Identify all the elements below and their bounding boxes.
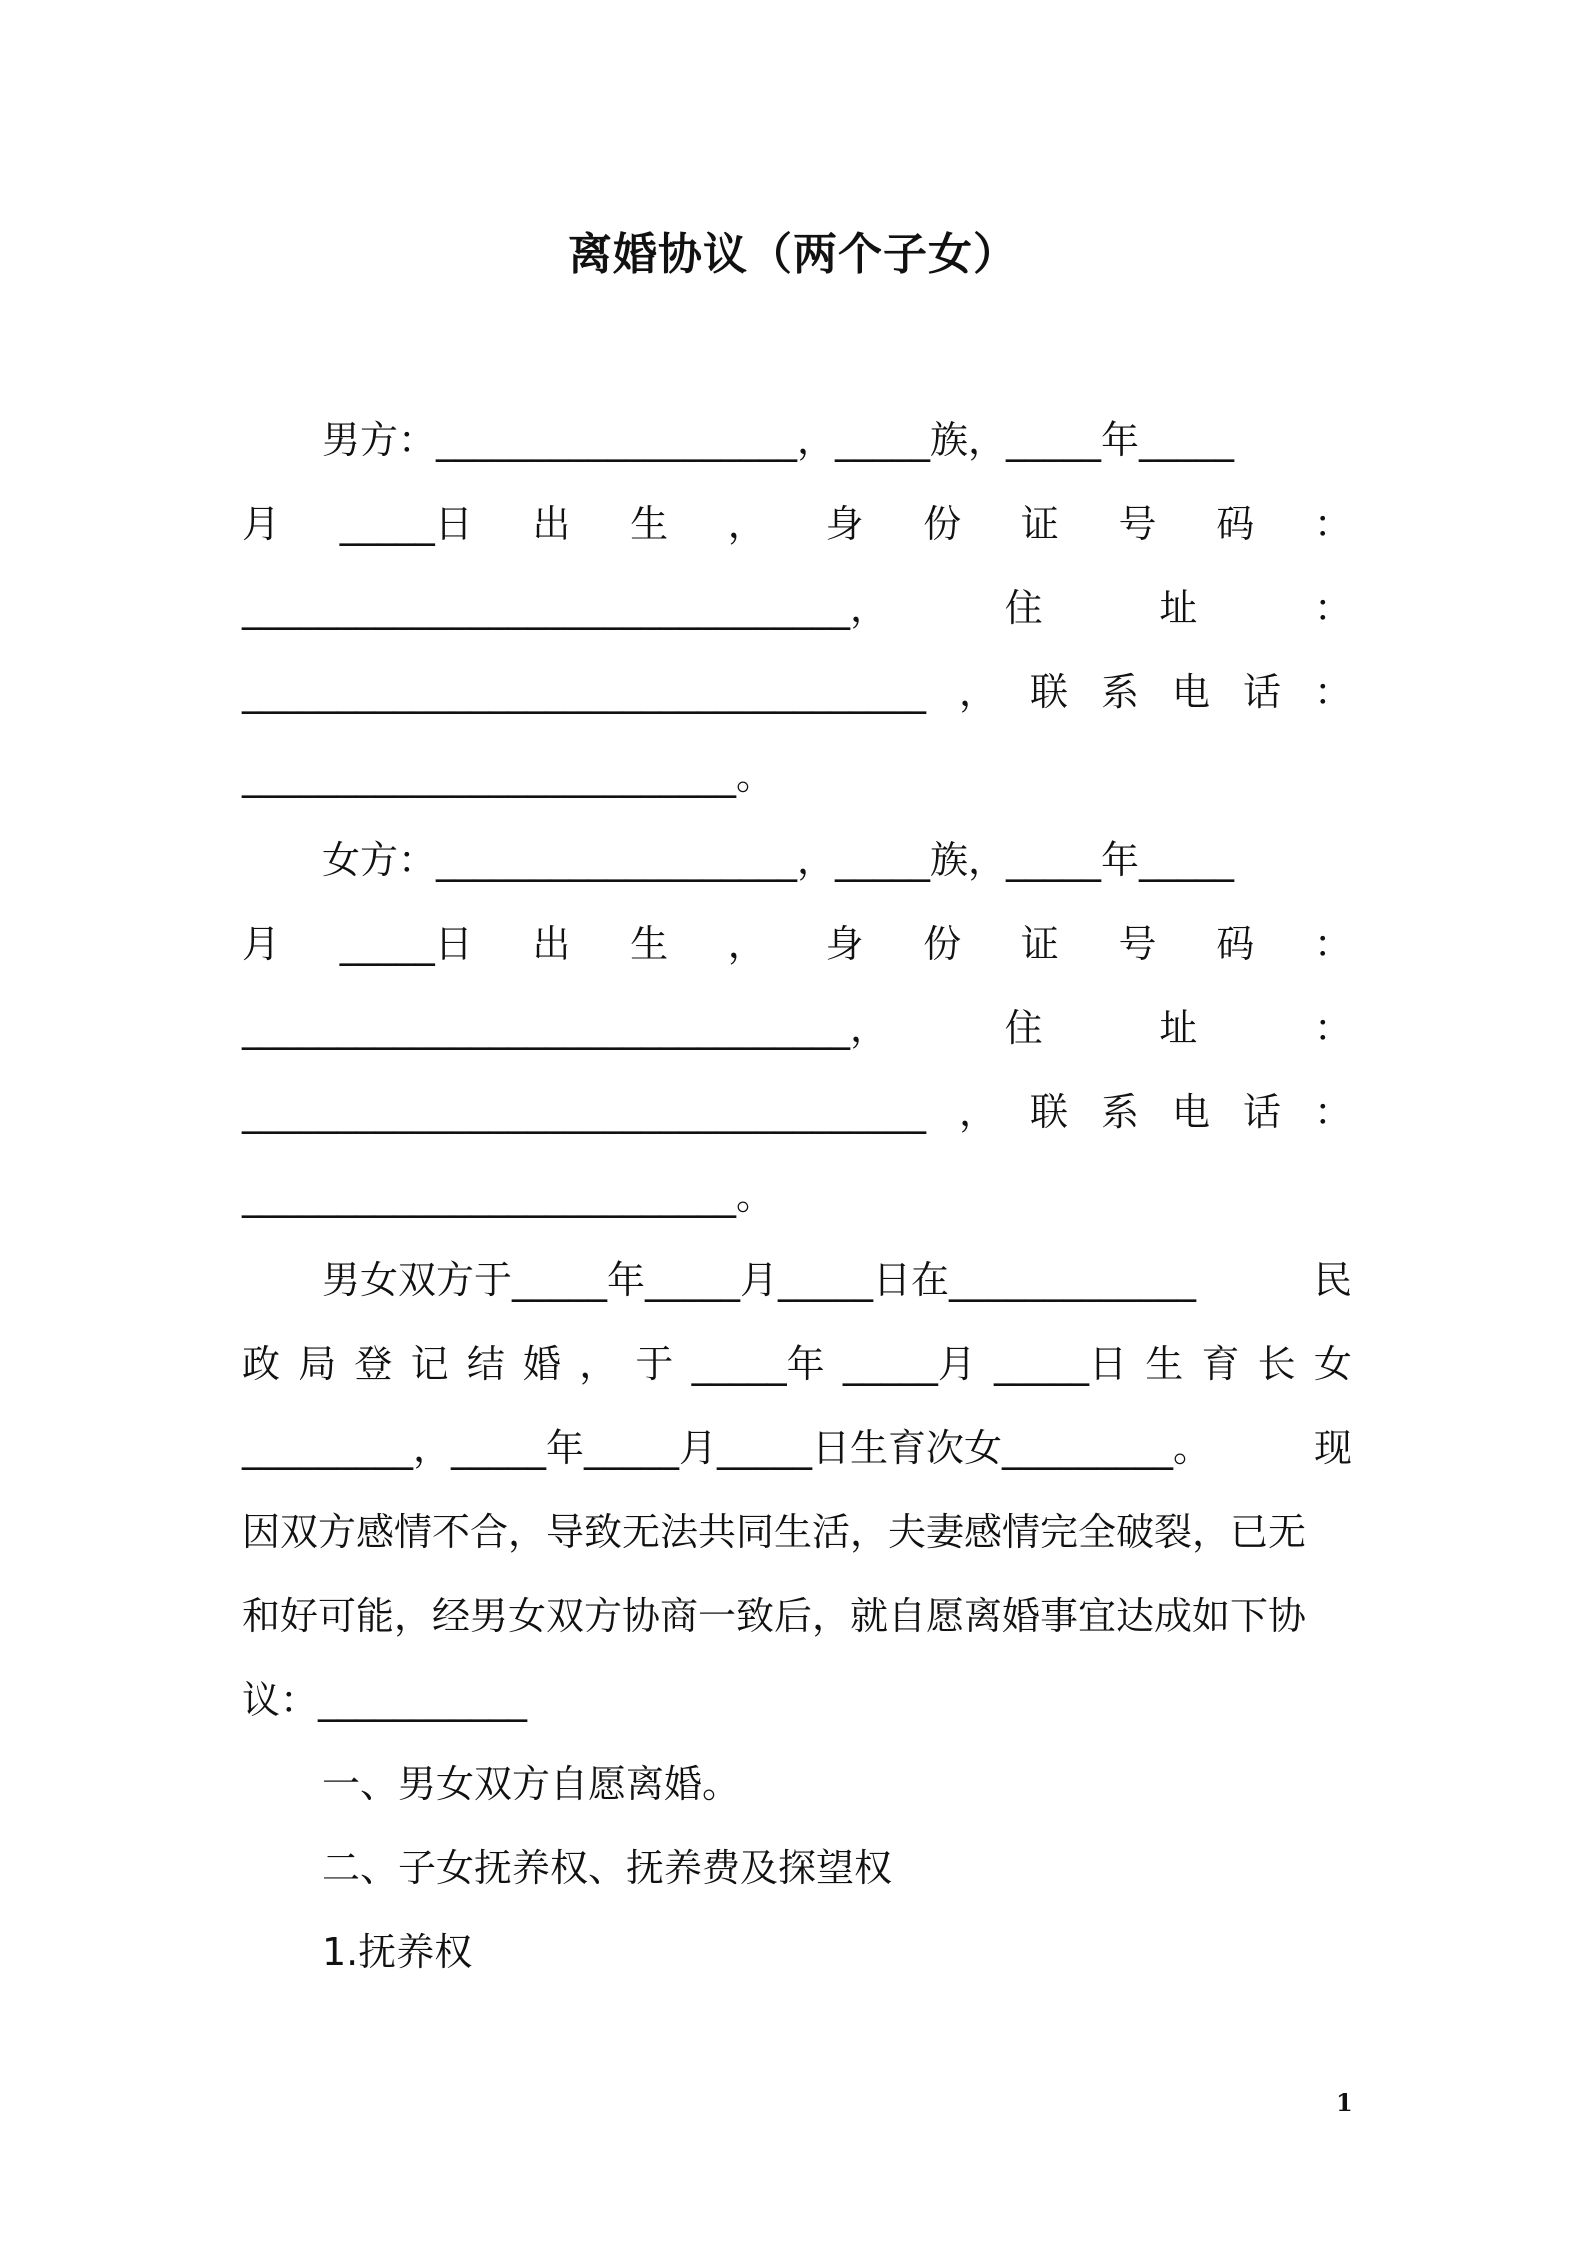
marriage-line-1: 男女双方于_____年_____月_____日在_____________ 民: [322, 1258, 1352, 1302]
clause-two-subheading-custody: 1.抚养权: [322, 1930, 473, 1974]
clause-one: 一、男女双方自愿离婚。: [322, 1762, 741, 1806]
male-info-line-4: ____________________________________ ， 联 系 电 话 ：: [242, 670, 1352, 714]
male-info-line-3: ________________________________， 住 址 ：: [242, 586, 1352, 630]
page-number: 1: [1336, 2088, 1353, 2117]
marriage-line-4: 因双方感情不合，导致无法共同生活，夫妻感情完全破裂，已无: [242, 1510, 1307, 1554]
female-info-line-2: 月 _____日 出 生 ， 身 份 证 号 码 ：: [242, 922, 1352, 966]
marriage-line-3: _________，_____年_____月_____日生育次女_________。 现: [242, 1426, 1352, 1470]
marriage-line-2: 政 局 登 记 结 婚 ， 于 _____年 _____月 _____日 生 育 长 女: [242, 1342, 1352, 1386]
clause-two-heading: 二、子女抚养权、抚养费及探望权: [322, 1846, 893, 1890]
male-info-line-1: 男方：___________________，_____族，_____年_____: [322, 418, 1235, 462]
male-info-line-5: __________________________。: [242, 754, 775, 798]
female-info-line-3: ________________________________， 住 址 ：: [242, 1006, 1352, 1050]
marriage-line-6: 议：___________: [242, 1678, 528, 1722]
male-info-line-2: 月 _____日 出 生 ， 身 份 证 号 码 ：: [242, 502, 1352, 546]
marriage-line-5: 和好可能，经男女双方协商一致后，就自愿离婚事宜达成如下协: [242, 1594, 1307, 1638]
document-title: 离婚协议（两个子女）: [568, 229, 1018, 280]
female-info-line-4: ____________________________________ ， 联 系 电 话 ：: [242, 1090, 1352, 1134]
female-info-line-1: 女方：___________________，_____族，_____年_____: [322, 838, 1235, 882]
female-info-line-5: __________________________。: [242, 1174, 775, 1218]
